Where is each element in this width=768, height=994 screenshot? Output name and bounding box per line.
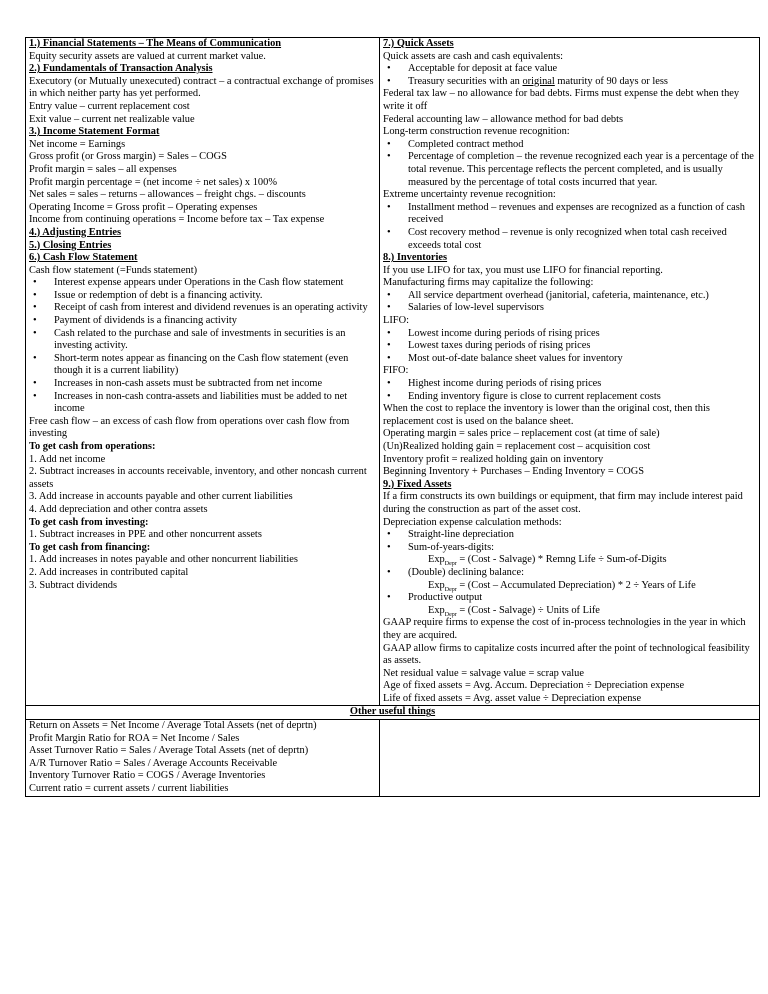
text-line: Net residual value = salvage value = scrap value: [383, 667, 584, 679]
other-title-row: [26, 706, 760, 720]
text-line: Operating margin = sales price – replacement cost (at time of sale): [383, 428, 660, 440]
depreciation-bullet-list: [383, 529, 756, 554]
text-line: Quick assets are cash and cash equivalents:: [383, 50, 564, 62]
list-item: • Acceptable for deposit at face value: [383, 63, 756, 76]
list-item: • Short-term notes appear as financing on the Cash flow statement (even though it is a current liability): [29, 353, 376, 378]
list-item: • Lowest income during periods of rising prices: [383, 328, 756, 341]
list-item: • Interest expense appears under Operations in the Cash flow statement: [29, 277, 376, 290]
formula-text: Exp: [428, 579, 445, 591]
text-line: Depreciation expense calculation methods:: [383, 516, 562, 528]
text-line: Exit value – current net realizable value: [29, 113, 195, 125]
text-line: Long-term construction revenue recognition:: [383, 126, 570, 138]
text-line: Income from continuing operations = Income before tax – Tax expense: [29, 214, 325, 226]
list-item: • Most out-of-date balance sheet values for inventory: [383, 353, 756, 366]
list-item: • Increases in non-cash contra-assets and liabilities must be added to net income: [29, 391, 376, 416]
section-2-heading: 2.) Fundamentals of Transaction Analysis: [29, 63, 213, 75]
ratio-line: Return on Assets = Net Income / Average Total Assets (net of deprtn): [29, 720, 317, 732]
formula-text: Exp: [428, 604, 445, 616]
text-line: Profit margin percentage = (net income ÷ net sales) x 100%: [29, 176, 277, 188]
section-5-heading: 5.) Closing Entries: [29, 239, 112, 251]
formula-text: = (Cost - Salvage) * Remng Life ÷ Sum-of-Digits: [456, 554, 667, 566]
formula-line: [383, 605, 756, 618]
ratio-line: Profit Margin Ratio for ROA = Net Income / Sales: [29, 732, 240, 744]
formula-subscript: Depr: [444, 561, 457, 568]
text-line: Life of fixed assets = Avg. asset value ÷ Depreciation expense: [383, 692, 642, 704]
list-item: • Sum-of-years-digits:: [383, 542, 756, 555]
text-line: Free cash flow – an excess of cash flow from operations over cash flow from investing: [29, 415, 350, 440]
text-line: If a firm constructs its own buildings or equipment, that firm may include interest paid during the construction as part of the asset cost.: [383, 491, 743, 515]
section-9-heading: 9.) Fixed Assets: [383, 478, 452, 490]
formula-text: = (Cost – Accumulated Depreciation) * 2 ÷ Years of Life: [456, 579, 696, 591]
formula-line: [383, 580, 756, 593]
text-line: Federal accounting law – allowance method for bad debts: [383, 113, 624, 125]
list-item: • Cash related to the purchase and sale of investments in securities is an investing activity.: [29, 328, 376, 353]
depreciation-bullet-list: [383, 592, 756, 605]
text-line: 2. Add increases in contributed capital: [29, 566, 189, 578]
section-1-heading: 1.) Financial Statements – The Means of Communication: [29, 38, 282, 49]
list-item: • Productive output: [383, 592, 756, 605]
text-line: Executory (or Mutually unexecuted) contract – a contractual exchange of promises in which neither party has yet performed.: [29, 75, 374, 100]
list-item: • Ending inventory figure is close to current replacement costs: [383, 391, 756, 404]
text-span: maturity of 90 days or less: [554, 75, 668, 87]
list-item: • Completed contract method: [383, 139, 756, 152]
list-item: • All service department overhead (janitorial, cafeteria, maintenance, etc.): [383, 290, 756, 303]
text-line: 3. Subtract dividends: [29, 579, 118, 591]
investing-subheading: To get cash from investing:: [29, 516, 149, 528]
ratio-line: Current ratio = current assets / current liabilities: [29, 783, 229, 795]
section-3-heading: 3.) Income Statement Format: [29, 126, 160, 138]
list-item: • Issue or redemption of debt is a financing activity.: [29, 290, 376, 303]
fifo-label: FIFO:: [383, 365, 409, 377]
section-8-heading: 8.) Inventories: [383, 252, 448, 264]
text-line: If you use LIFO for tax, you must use LIFO for financial reporting.: [383, 264, 663, 276]
lifo-label: LIFO:: [383, 315, 409, 327]
depreciation-bullet-list: [383, 567, 756, 580]
main-row: [26, 38, 760, 706]
cash-flow-bullet-list: [29, 277, 376, 416]
quick-assets-bullet-list: [383, 63, 756, 88]
formula-subscript: Depr: [444, 611, 457, 618]
text-line: 2. Subtract increases in accounts receivable, inventory, and other noncash current assets: [29, 466, 367, 490]
text-line: GAAP allow firms to capitalize costs incurred after the point of technological feasibility as assets.: [383, 642, 750, 667]
text-line: (Un)Realized holding gain = replacement cost – acquisition cost: [383, 441, 651, 452]
ratio-line: Asset Turnover Ratio = Sales / Average Total Assets (net of deprtn): [29, 745, 309, 757]
list-item: • Salaries of low-level supervisors: [383, 302, 756, 315]
other-useful-things-heading: Other useful things: [26, 706, 760, 720]
fifo-bullet-list: [383, 378, 756, 403]
empty-cell: [380, 720, 760, 797]
list-item: [383, 76, 756, 89]
text-line: Equity security assets are valued at current market value.: [29, 50, 266, 62]
formula-text: = (Cost - Salvage) ÷ Units of Life: [456, 604, 600, 616]
text-line: Profit margin = sales – all expenses: [29, 163, 177, 175]
uncertainty-bullet-list: [383, 202, 756, 252]
construction-bullet-list: [383, 139, 756, 189]
text-line: 1. Subtract increases in PPE and other noncurrent assets: [29, 529, 262, 541]
manufacturing-bullet-list: [383, 290, 756, 315]
cheat-sheet-table: [25, 37, 760, 797]
section-7-heading: 7.) Quick Assets: [383, 38, 454, 49]
text-line: Cash flow statement (=Funds statement): [29, 264, 198, 276]
list-item: • Installment method – revenues and expenses are recognized as a function of cash received: [383, 202, 756, 227]
text-line: 1. Add net income: [29, 453, 106, 465]
text-line: Gross profit (or Gross margin) = Sales – COGS: [29, 151, 227, 163]
text-line: Net income = Earnings: [29, 138, 126, 150]
list-item: • Highest income during periods of rising prices: [383, 378, 756, 391]
right-column: [380, 38, 760, 706]
formula-line: [383, 554, 756, 567]
text-line: 1. Add increases in notes payable and other noncurrent liabilities: [29, 554, 298, 566]
text-line: 4. Add depreciation and other contra assets: [29, 503, 208, 515]
other-row: [26, 720, 760, 797]
list-item: • Payment of dividends is a financing activity: [29, 315, 376, 328]
ratio-line: A/R Turnover Ratio = Sales / Average Accounts Receivable: [29, 757, 278, 769]
text-line: Age of fixed assets = Avg. Accum. Depreciation ÷ Depreciation expense: [383, 680, 685, 692]
section-6-heading: 6.) Cash Flow Statement: [29, 252, 138, 264]
list-item: • Percentage of completion – the revenue recognized each year is a percentage of the total revenue. This percentage reflects the percent completed, and is usually measured by the percentage of total costs incurred that year.: [383, 151, 756, 189]
text-line: 3. Add increase in accounts payable and other current liabilities: [29, 491, 293, 503]
underlined-word: original: [522, 75, 555, 87]
ratio-line: Inventory Turnover Ratio = COGS / Average Inventories: [29, 770, 266, 782]
left-column: [26, 38, 380, 706]
operations-subheading: To get cash from operations:: [29, 441, 156, 452]
ratios-cell: [26, 720, 380, 797]
text-line: Manufacturing firms may capitalize the following:: [383, 277, 594, 289]
text-line: Inventory profit = realized holding gain on inventory: [383, 453, 604, 465]
text-line: Extreme uncertainty revenue recognition:: [383, 189, 556, 201]
list-item: • Cost recovery method – revenue is only recognized when total cash received exceeds total cost: [383, 227, 756, 252]
list-item: • (Double) declining balance:: [383, 567, 756, 580]
formula-text: Exp: [428, 554, 445, 566]
list-item: • Straight-line depreciation: [383, 529, 756, 542]
text-line: Beginning Inventory + Purchases – Ending Inventory = COGS: [383, 466, 645, 478]
text-line: Federal tax law – no allowance for bad debts. Firms must expense the debt when they write it off: [383, 88, 740, 112]
text-line: Net sales = sales – returns – allowances – freight chgs. – discounts: [29, 189, 306, 201]
section-4-heading: 4.) Adjusting Entries: [29, 226, 122, 238]
list-item: • Receipt of cash from interest and dividend revenues is an operating activity: [29, 302, 376, 315]
text-span: Treasury securities with an: [408, 75, 523, 87]
list-item: • Increases in non-cash assets must be subtracted from net income: [29, 378, 376, 391]
list-item: • Lowest taxes during periods of rising prices: [383, 340, 756, 353]
lifo-bullet-list: [383, 328, 756, 366]
text-line: Entry value – current replacement cost: [29, 100, 190, 112]
financing-subheading: To get cash from financing:: [29, 541, 151, 553]
text-line: GAAP require firms to expense the cost of in-process technologies in the year in which they are acquired.: [383, 617, 746, 641]
formula-subscript: Depr: [444, 586, 457, 593]
text-line: When the cost to replace the inventory is lower than the original cost, then this replacement cost is used on the balance sheet.: [383, 403, 710, 427]
text-line: Operating Income = Gross profit – Operating expenses: [29, 201, 258, 213]
